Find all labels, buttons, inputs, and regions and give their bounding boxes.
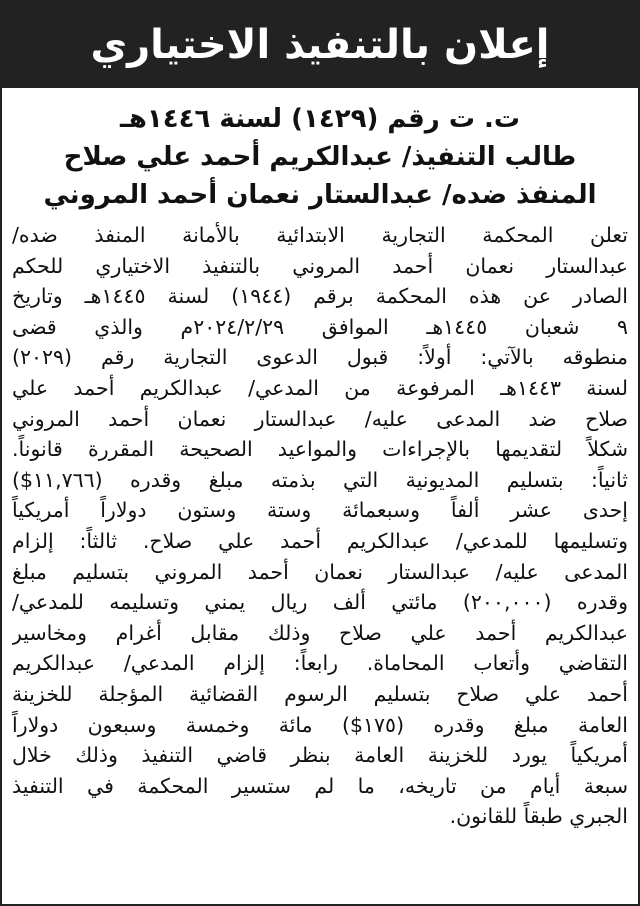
body-line: التقاضي وأتعاب المحاماة. رابعاً: إلزام المدعي/ عبدالكريم <box>12 651 628 676</box>
body-line: وقدره (٢٠٠,٠٠٠) مائتي ألف ريال يمني وتسليمه للمدعي/ <box>12 590 628 615</box>
body-line: ثانياً: بتسليم المديونية التي بذمته مبلغ وقدره (١١,٧٦٦$) <box>12 467 628 492</box>
body-line: الجبري طبقاً للقانون. <box>449 804 628 829</box>
banner-title: إعلان بالتنفيذ الاختياري <box>90 22 550 68</box>
body-line: المدعى عليه/ عبدالستار نعمان أحمد المروني بتسليم مبلغ <box>12 559 628 584</box>
body-line: تعلن المحكمة التجارية الابتدائية بالأمانة المنفذ ضده/ <box>12 223 628 247</box>
body-line: عبدالكريم أحمد علي صلاح وذلك مقابل أغرام ومخاسير <box>12 620 628 645</box>
body-line: عبدالستار نعمان أحمد المروني بالتنفيذ الاختياري للحكم <box>12 253 628 278</box>
body-line: سبعة أيام من تاريخه، ما لم ستسير المحكمة في التنفيذ <box>12 773 628 798</box>
body-line: لسنة ١٤٤٣هـ المرفوعة من المدعي/ عبدالكريم أحمد علي <box>12 375 628 400</box>
body-line: شكلاً لتقديمها بالإجراءات والمواعيد الصحيحة المقررة قانوناً. <box>12 437 628 462</box>
body-line: العامة مبلغ وقدره (١٧٥$) مائة وخمسة وسبعون دولاراً <box>12 712 628 737</box>
execution-applicant: طالب التنفيذ/ عبدالكريم أحمد علي صلاح <box>63 142 577 172</box>
body-line: الصادر عن هذه المحكمة برقم (١٩٤٤) لسنة ١٤٤٥هـ وتاريخ <box>12 284 628 309</box>
body-line: وتسليمها للمدعي/ عبدالكريم أحمد علي صلاح. ثالثاً: إلزام <box>12 528 628 553</box>
case-number: ت. ت رقم (١٤٢٩) لسنة ١٤٤٦هـ <box>119 104 521 134</box>
execution-respondent: المنفذ ضده/ عبدالستار نعمان أحمد المروني <box>43 180 597 210</box>
body-line: أمريكياً يورد للخزينة العامة بنظر قاضي التنفيذ وذلك خلال <box>12 743 628 768</box>
notice-body <box>2 214 638 832</box>
body-line: منطوقه بالآتي: أولاً: قبول الدعوى التجارية رقم (٢٠٢٩) <box>12 345 628 370</box>
notice-banner <box>2 2 638 88</box>
body-line: أحمد علي صلاح بتسليم الرسوم القضائية المؤجلة للخزينة <box>12 681 628 706</box>
body-line: ٩ شعبان ١٤٤٥هـ الموافق ٢٠٢٤/٢/٢٩م والذي قضى <box>12 314 628 339</box>
body-line: صلاح ضد المدعى عليه/ عبدالستار نعمان أحمد المروني <box>12 406 628 431</box>
body-line: إحدى عشر ألفاً وسبعمائة وستة وستون دولاراً أمريكياً <box>12 498 628 523</box>
